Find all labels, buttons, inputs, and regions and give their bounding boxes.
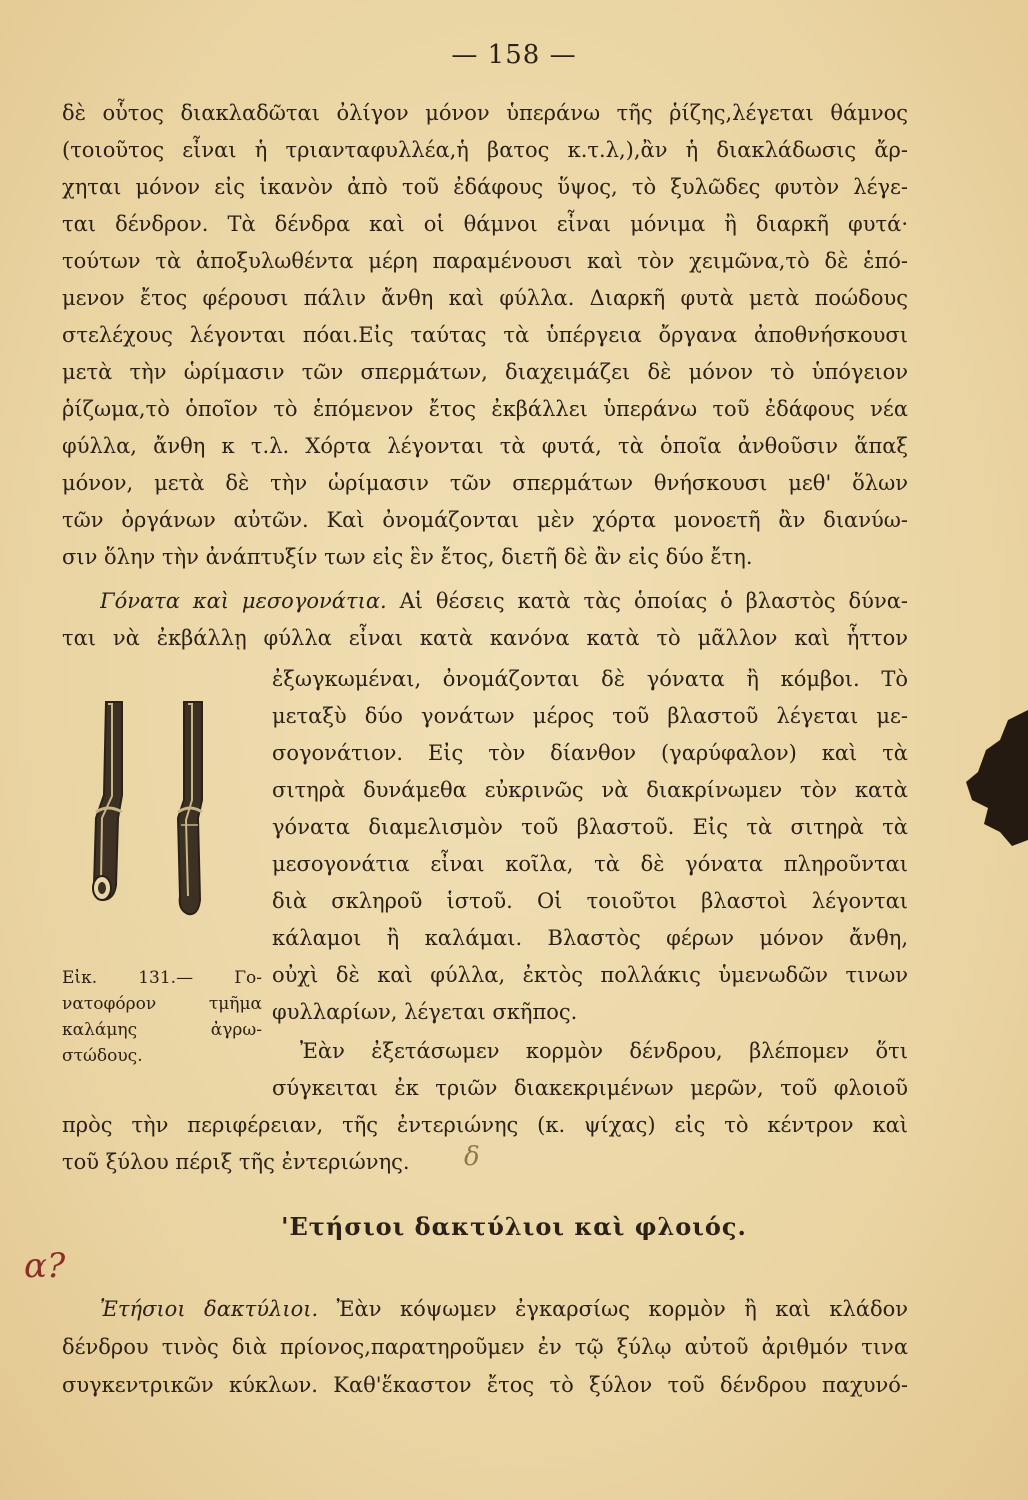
text-line: ἐξωγκωμέναι, ὀνομάζονται δὲ γόνατα ἢ κόμβοι. Τὸ bbox=[272, 667, 908, 691]
text-line: ται νὰ ἐκβάλλῃ φύλλα εἶναι κατὰ κανόνα κατὰ τὸ μᾶλλον καὶ ἧττον bbox=[62, 626, 908, 650]
text-line: μεσογονάτια εἶναι κοῖλα, τὰ δὲ γόνατα πληροῦνται bbox=[272, 852, 908, 876]
text-line: δένδρου τινὸς διὰ πρίονος,παρατηροῦμεν ἐν τῷ ξύλῳ αὐτοῦ ἀριθμόν τινα bbox=[62, 1335, 908, 1359]
text-line: σιτηρὰ δυνάμεθα εὐκρινῶς νὰ διακρίνωμεν τὸν κατὰ bbox=[272, 778, 908, 802]
text-line: γόνατα διαμελισμὸν τοῦ βλαστοῦ. Εἰς τὰ σιτηρὰ τὰ bbox=[272, 815, 908, 839]
text-line: φύλλα, ἄνθη κ τ.λ. Χόρτα λέγονται τὰ φυτά, τὰ ὁποῖα ἀνθοῦσιν ἅπαξ bbox=[62, 434, 908, 458]
stem-segment-right bbox=[178, 702, 202, 914]
stem-segment-left bbox=[93, 702, 122, 900]
torn-edge-damage bbox=[938, 700, 1028, 850]
grass-stem-figure bbox=[88, 700, 228, 950]
text-line: δὲ οὗτος διακλαδῶται ὀλίγον μόνον ὑπεράνω τῆς ῥίζης,λέγεται θάμνος bbox=[62, 101, 908, 125]
etisioi-first-line bbox=[100, 1292, 908, 1326]
text-line: φυλλαρίων, λέγεται σκῆπος. bbox=[272, 1000, 578, 1024]
text-line: διὰ σκληροῦ ἱστοῦ. Οἱ τοιοῦτοι βλαστοὶ λέγονται bbox=[272, 889, 908, 913]
text-line: Ἐὰν ἐξετάσωμεν κορμὸν δένδρου, βλέπομεν ὅτι bbox=[300, 1039, 908, 1063]
section-heading: 'Ετήσιοι δακτύλιοι καὶ φλοιός. bbox=[281, 1212, 747, 1241]
pencil-mark: δ bbox=[464, 1142, 480, 1172]
text-line: ται δένδρον. Τὰ δένδρα καὶ οἱ θάμνοι εἶναι μόνιμα ἢ διαρκῆ φυτά· bbox=[62, 212, 908, 236]
text-line: ῥίζωμα,τὸ ὁποῖον τὸ ἑπόμενον ἔτος ἐκβάλλει ὑπεράνω τοῦ ἐδάφους νέα bbox=[62, 397, 908, 421]
gonata-line-rest: Αἱ θέσεις κατὰ τὰς ὁποίας ὁ βλαστὸς δύνα- bbox=[399, 589, 908, 613]
text-line: σογονάτιον. Εἰς τὸν δίανθον (γαρύφαλον) καὶ τὰ bbox=[272, 741, 908, 765]
text-line: μενον ἔτος φέρουσι πάλιν ἄνθη καὶ φύλλα. Διαρκῆ φυτὰ μετὰ ποώδους bbox=[62, 286, 908, 310]
text-line: μεταξὺ δύο γονάτων μέρος τοῦ βλαστοῦ λέγεται με- bbox=[272, 704, 908, 728]
text-line: (τοιοῦτος εἶναι ἡ τριανταφυλλέα,ἡ βατος κ.τ.λ,),ἂν ἡ διακλάδωσις ἄρ- bbox=[62, 138, 908, 162]
handwritten-margin-note: α? bbox=[24, 1246, 66, 1286]
figure-caption-line: στώδους. bbox=[62, 1046, 143, 1066]
gonata-first-line bbox=[100, 584, 908, 618]
gonata-title: Γόνατα καὶ μεσογονάτια. bbox=[100, 589, 387, 613]
text-line: μόνον, μετὰ δὲ τὴν ὡρίμασιν τῶν σπερμάτων θνήσκουσι μεθ' ὅλων bbox=[62, 471, 908, 495]
text-line: κάλαμοι ἢ καλάμαι. Βλαστὸς φέρων μόνον ἄνθη, bbox=[272, 926, 908, 950]
page-number: — 158 — bbox=[451, 40, 577, 70]
text-line: οὐχὶ δὲ καὶ φύλλα, ἐκτὸς πολλάκις ὑμενωδῶν τινων bbox=[272, 963, 908, 987]
text-line: τῶν ὀργάνων αὐτῶν. Καὶ ὀνομάζονται μὲν χόρτα μονοετῆ ἂν διανύω- bbox=[62, 508, 908, 532]
text-line: τούτων τὰ ἀποξυλωθέντα μέρη παραμένουσι καὶ τὸν χειμῶνα,τὸ δὲ ἑπό- bbox=[62, 249, 908, 273]
etisioi-title: Ἐτήσιοι δακτύλιοι. bbox=[100, 1297, 319, 1321]
text-line: τοῦ ξύλου πέριξ τῆς ἐντεριώνης. bbox=[62, 1150, 410, 1174]
text-line: σύγκειται ἐκ τριῶν διακεκριμένων μερῶν, τοῦ φλοιοῦ bbox=[272, 1076, 908, 1100]
text-line: χηται μόνον εἰς ἱκανὸν ἀπὸ τοῦ ἐδάφους ὕψος, τὸ ξυλῶδες φυτὸν λέγε- bbox=[62, 175, 908, 199]
text-line: πρὸς τὴν περιφέρειαν, τῆς ἐντεριώνης (κ. ψίχας) εἰς τὸ κέντρον καὶ bbox=[62, 1113, 908, 1137]
figure-caption-line: Εἰκ. 131.— Γο- bbox=[62, 968, 262, 988]
figure-caption-line: νατοφόρον τμῆμα bbox=[62, 994, 262, 1014]
etisioi-line-rest: Ἐὰν κόψωμεν ἐγκαρσίως κορμὸν ἢ καὶ κλάδον bbox=[336, 1297, 908, 1321]
text-line: στελέχους λέγονται πόαι.Εἰς ταύτας τὰ ὑπέργεια ὄργανα ἀποθνήσκουσι bbox=[62, 323, 908, 347]
figure-caption-line: καλάμης ἀγρω- bbox=[62, 1020, 262, 1040]
text-line: συγκεντρικῶν κύκλων. Καθ'ἕκαστον ἔτος τὸ ξύλον τοῦ δένδρου παχυνό- bbox=[62, 1373, 908, 1397]
text-line: μετὰ τὴν ὡρίμασιν τῶν σπερμάτων, διαχειμάζει δὲ μόνον τὸ ὑπόγειον bbox=[62, 360, 908, 384]
text-line: σιν ὅλην τὴν ἀνάπτυξίν των εἰς ἓν ἔτος, διετῆ δὲ ἂν εἰς δύο ἔτη. bbox=[62, 545, 753, 569]
